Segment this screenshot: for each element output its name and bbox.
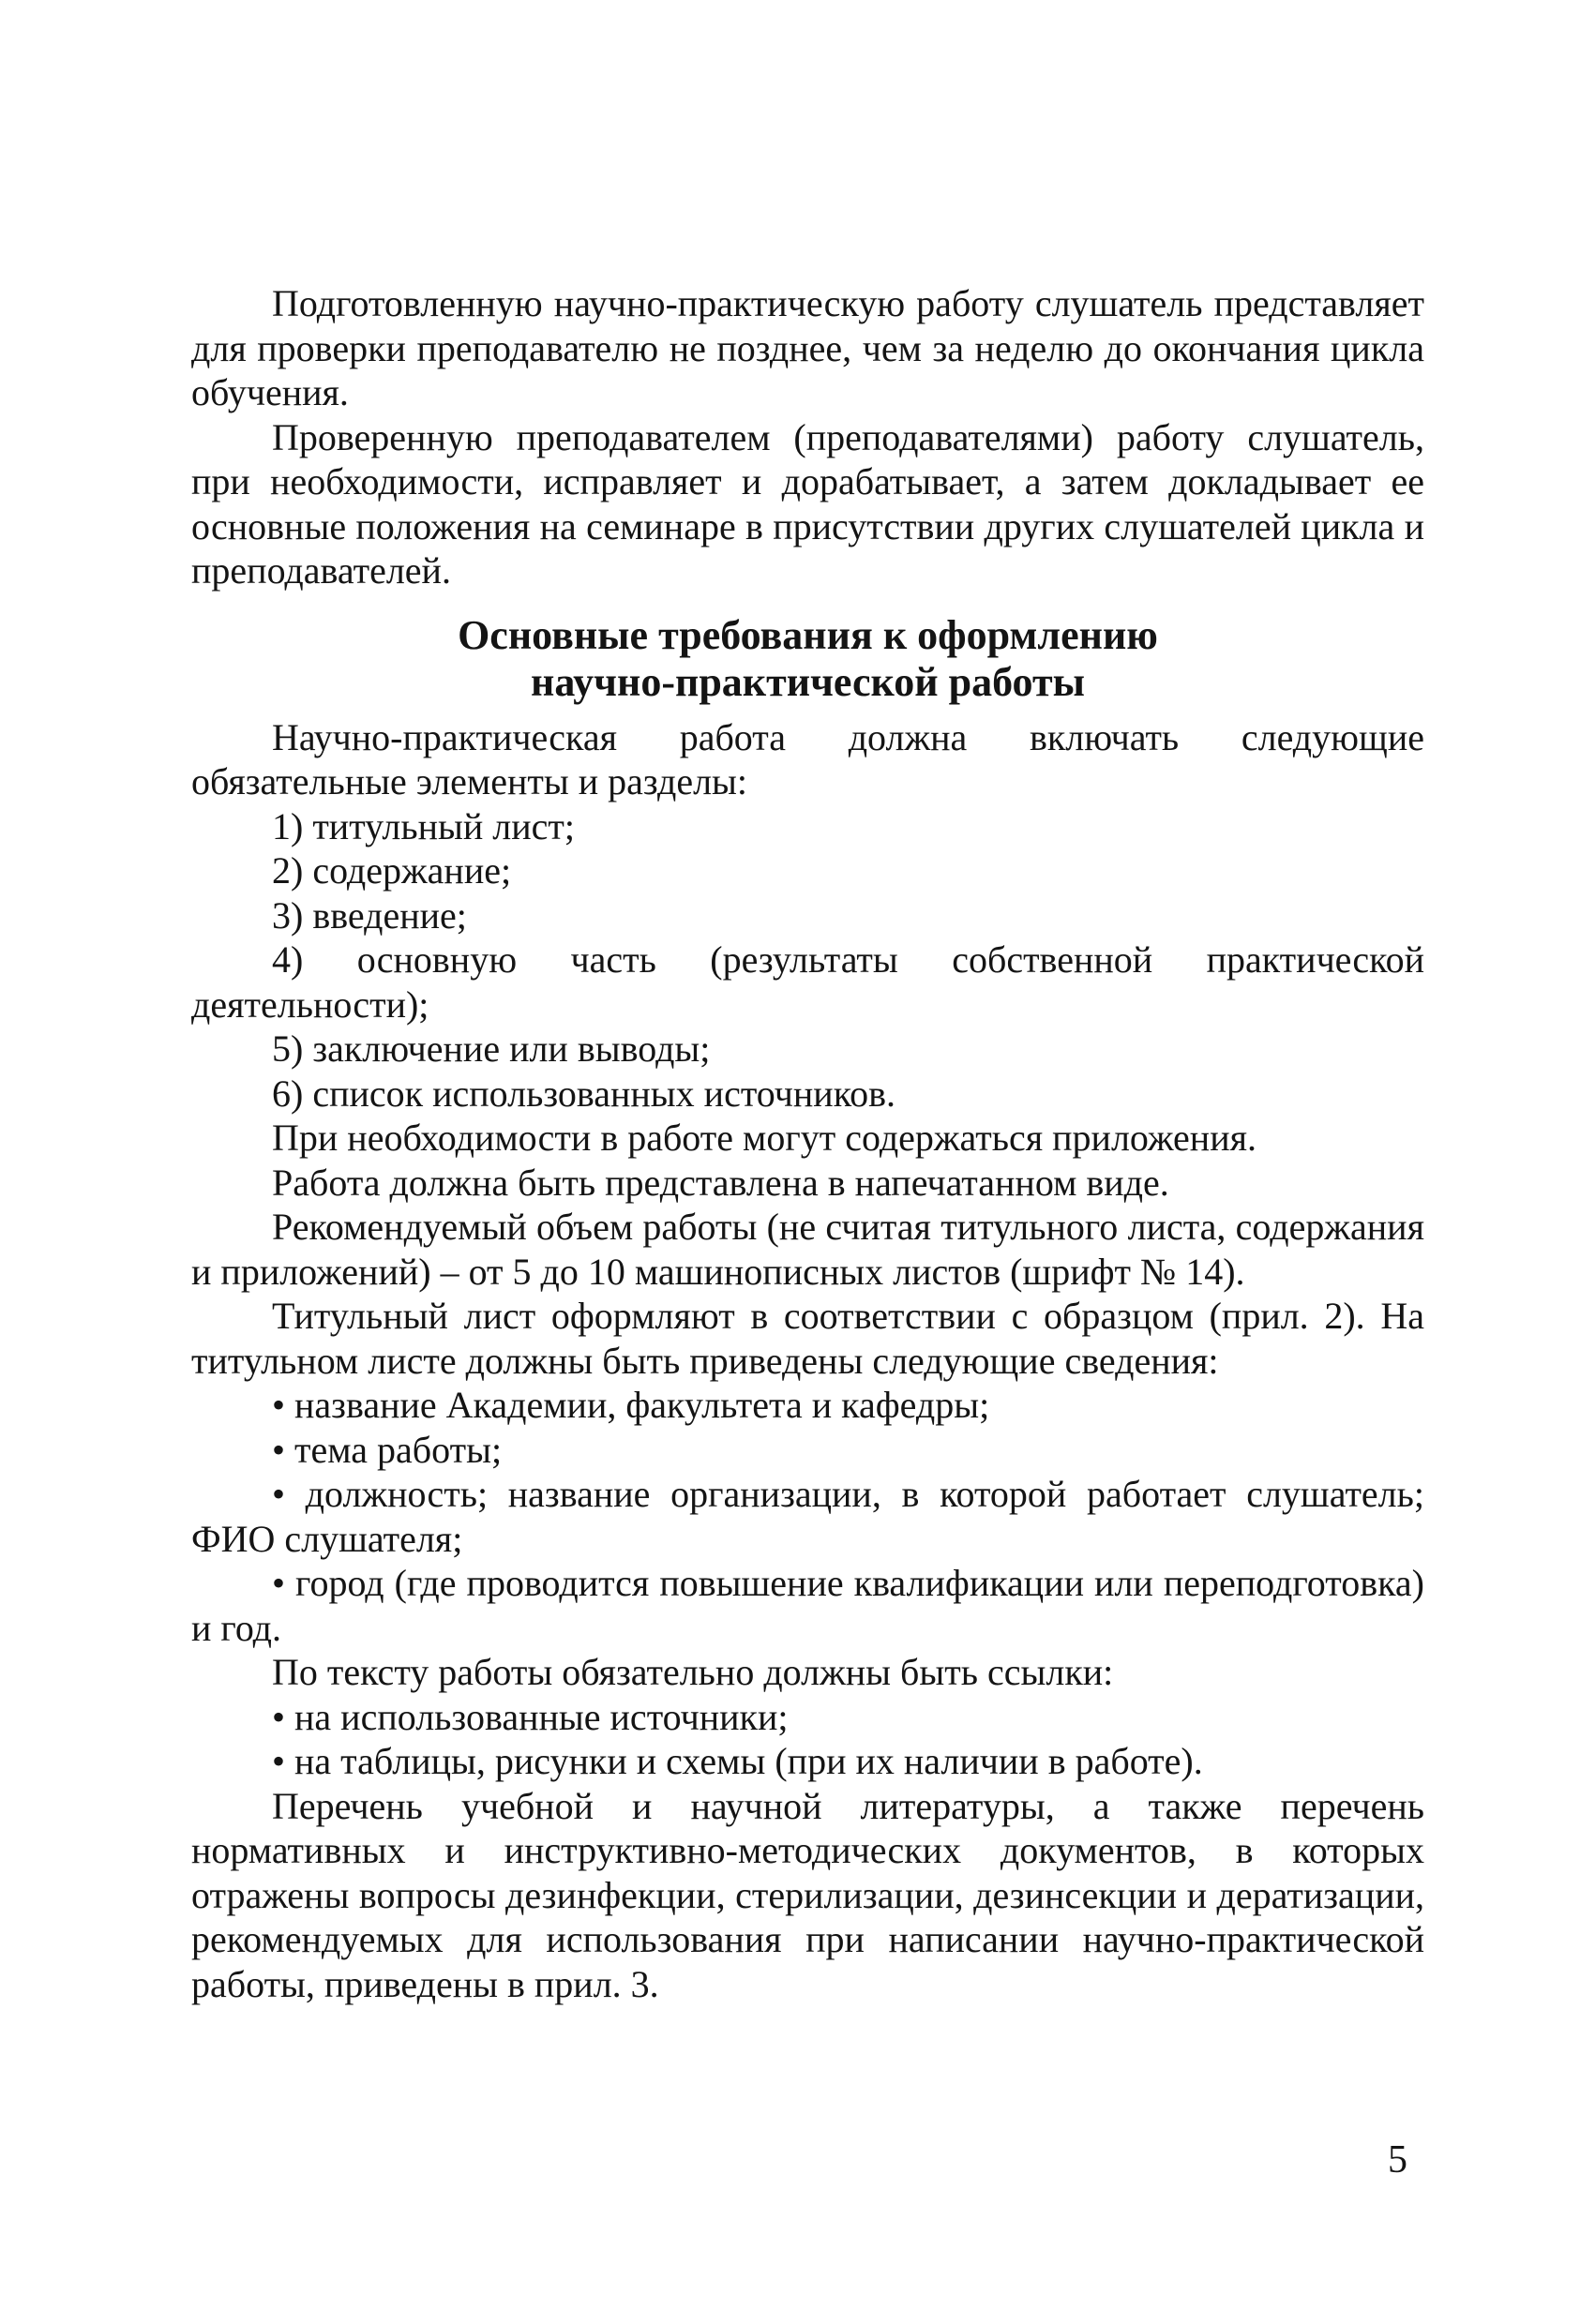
list-item-introduction: 3) введение; <box>272 893 467 937</box>
bullet-city-year: • город (где проводится повышение квалификации или переподготовка) и год. <box>191 1562 1424 1649</box>
intro-paragraph-2: Проверенную преподавателем (преподавателями) работу слушатель, при необходимости, исправляет и дорабатывает, а затем докладывает ее основные положения на семинаре в присутствии других слушателей цикла и преподавателей. <box>191 415 1424 592</box>
list-item-main-part: 4) основную часть (результаты собственной практической деятельности); <box>191 938 1424 1026</box>
bullet-tables: • на таблицы, рисунки и схемы (при их наличии в работе). <box>272 1740 1203 1782</box>
appendix-note: При необходимости в работе могут содержаться приложения. <box>272 1117 1256 1159</box>
title-page-lead: Титульный лист оформляют в соответствии с образцом (прил. 2). На титульном листе должны быть приведены следующие сведения: <box>191 1295 1424 1382</box>
bullet-sources: • на использованные источники; <box>272 1695 789 1738</box>
references-lead: По тексту работы обязательно должны быть ссылки: <box>272 1651 1114 1693</box>
section-heading-line-2: научно-практической работы <box>531 658 1085 705</box>
bullet-position: • должность; название организации, в которой работает слушатель; ФИО слушателя; <box>191 1473 1424 1560</box>
section-heading <box>191 612 1424 706</box>
list-item-sources: 6) список использованных источников. <box>272 1072 895 1115</box>
list-item-title-page: 1) титульный лист; <box>272 804 576 847</box>
bullet-academy: • название Академии, факультета и кафедры; <box>272 1384 990 1426</box>
requirements-lead: Научно-практическая работа должна включать следующие обязательные элементы и разделы: <box>191 715 1424 802</box>
bullet-topic: • тема работы; <box>272 1428 503 1471</box>
literature-paragraph: Перечень учебной и научной литературы, а также перечень нормативных и инструктивно-методических документов, в которых отражены вопросы дезинфекции, стерилизации, дезинсекции и дератизации, рекомендуемых для использования при написании научно-практической работы, приведены в прил. 3. <box>191 1784 1424 2005</box>
print-note: Работа должна быть представлена в напечатанном виде. <box>272 1161 1169 1204</box>
page-number: 5 <box>1388 2138 1407 2182</box>
section-heading-line-1: Основные требования к оформлению <box>458 611 1158 658</box>
intro-paragraph-1: Подготовленную научно-практическую работу слушатель представляет для проверки преподавателю не позднее, чем за неделю до окончания цикла обучения. <box>191 282 1424 413</box>
list-item-conclusion: 5) заключение или выводы; <box>272 1027 711 1070</box>
document-page <box>191 281 1424 2006</box>
volume-note: Рекомендуемый объем работы (не считая титульного листа, содержания и приложений) – от 5 до 10 машинописных листов (шрифт № 14). <box>191 1206 1424 1293</box>
list-item-contents: 2) содержание; <box>272 849 512 892</box>
